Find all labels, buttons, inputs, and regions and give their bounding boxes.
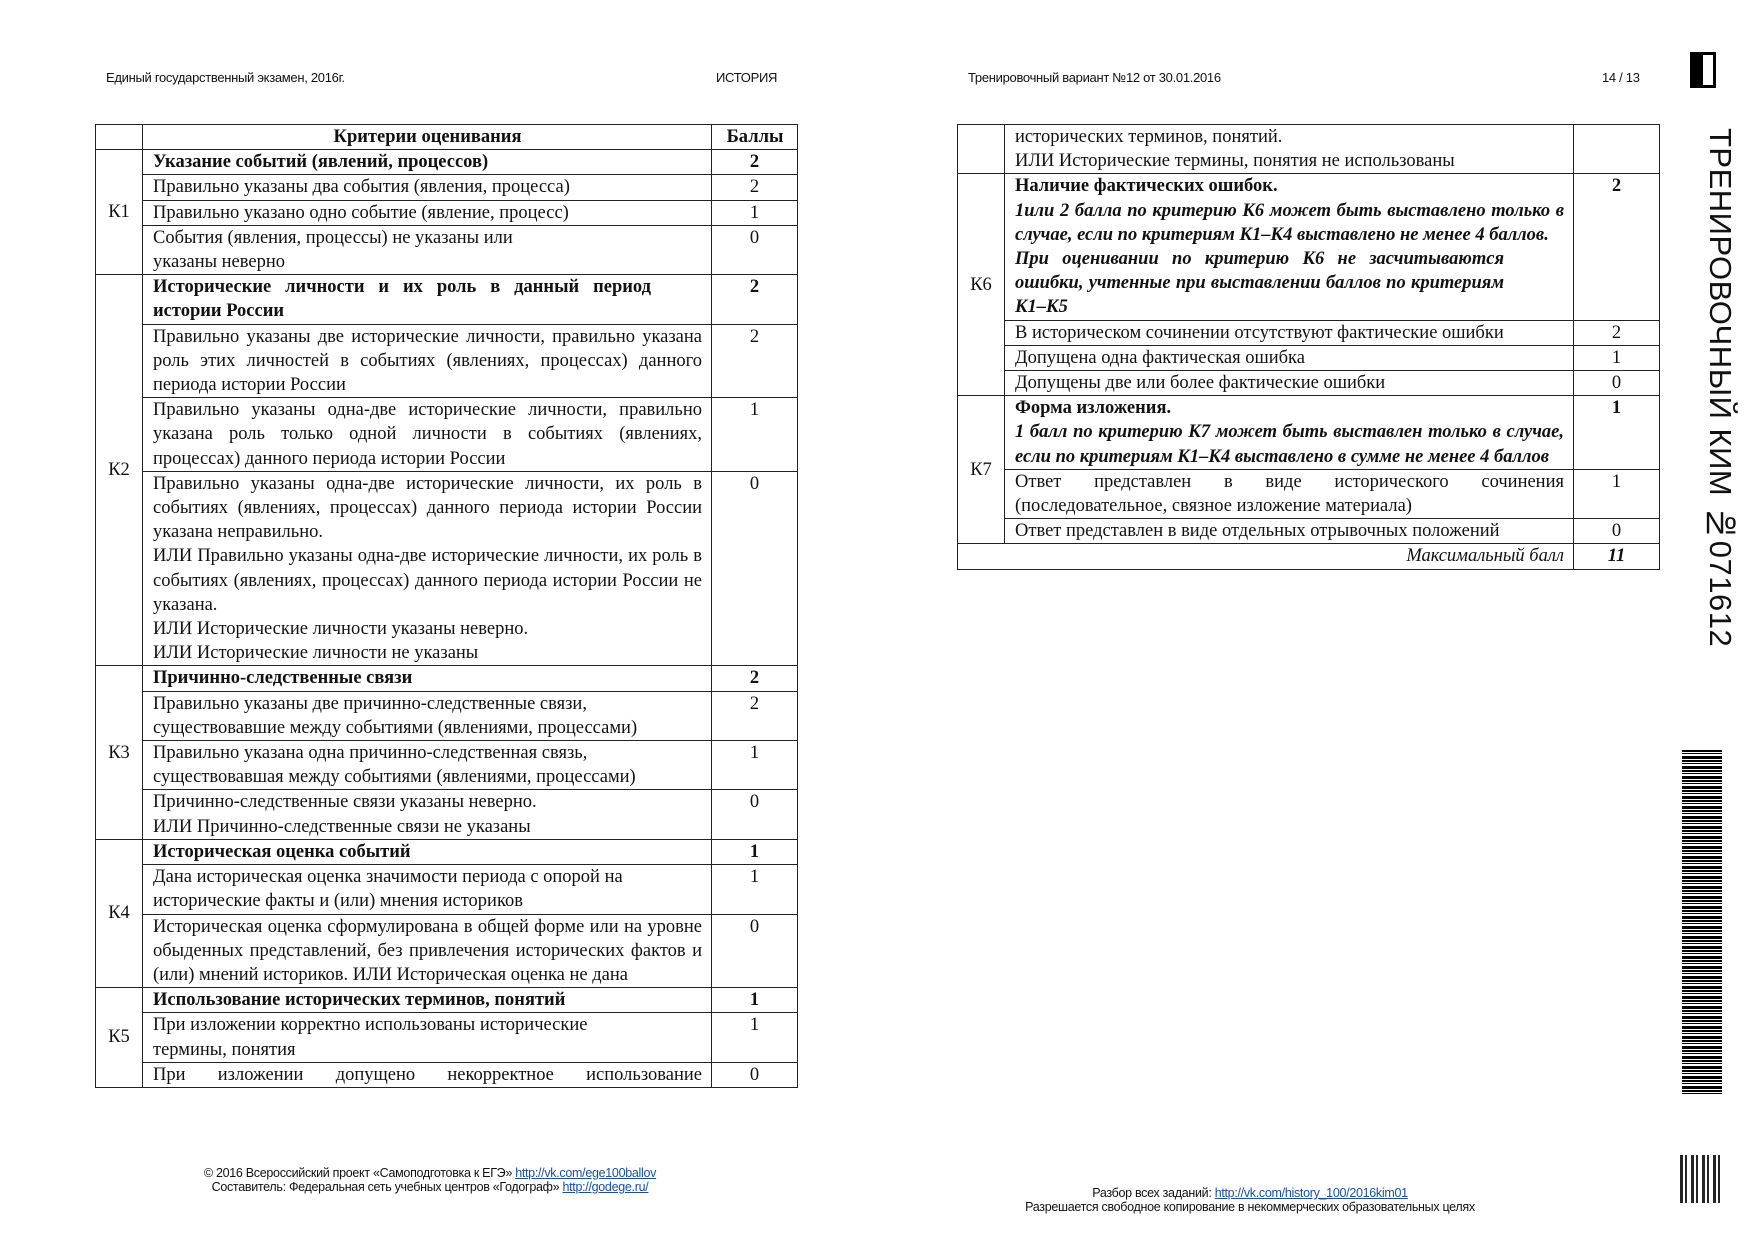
criteria-table-right: [957, 124, 1660, 570]
criterion-title: Форма изложения.: [1015, 398, 1172, 419]
points: 1: [712, 1013, 798, 1062]
points: 1: [712, 865, 798, 914]
footer-author: Составитель: Федеральная сеть учебных центров «Годограф»: [211, 1180, 560, 1194]
criterion-text: Дана историческая оценка значимости периода с опорой на исторические факты и (или) мнения историков: [143, 865, 712, 914]
criterion-note: 1 балл по критерию К7 может быть выставлен только в случае, если по критериям К1–К4 выставлено в сумме не менее 4 баллов: [1015, 422, 1564, 467]
footer-link-godege[interactable]: http://godege.ru/: [562, 1180, 649, 1194]
criterion-text: Историческая оценка сформулирована в общей форме или на уровне обыденных представлений, без привлечения исторических фактов и (или) мнений историков. ИЛИ Историческая оценка не дана: [143, 914, 712, 988]
points: 1: [712, 741, 798, 790]
criterion-text: Ответ представлен в виде отдельных отрывочных положений: [1005, 519, 1574, 544]
footer-analysis-label: Разбор всех заданий:: [1092, 1186, 1212, 1200]
max-score-row: [958, 544, 1660, 569]
criterion-text: Правильно указаны две причинно-следственные связи, существовавшие между событиями (явлениями, процессами): [143, 691, 712, 740]
max-score-label: Максимальный балл: [958, 544, 1574, 569]
criterion-text-part: ИЛИ Исторические личности не указаны: [153, 643, 479, 664]
table-row: [958, 519, 1660, 544]
table-row: [96, 150, 798, 175]
criterion-text: Допущена одна фактическая ошибка: [1005, 345, 1574, 370]
footer-link-vk[interactable]: http://vk.com/ege100ballov: [515, 1166, 657, 1180]
criterion-title-cell: [1005, 174, 1574, 320]
table-row: [96, 691, 798, 740]
table-row: [958, 371, 1660, 396]
criterion-max: 2: [1574, 174, 1660, 320]
points: 1: [1574, 469, 1660, 518]
criterion-code: К7: [958, 396, 1005, 544]
table-row: [96, 666, 798, 691]
column-header-points: Баллы: [712, 125, 798, 150]
points: 0: [712, 914, 798, 988]
table-header-row: [96, 125, 798, 150]
table-row: [958, 125, 1660, 174]
criterion-text: Ответ представлен в виде исторического сочинения (последовательное, связное изложение материала): [1005, 469, 1574, 518]
criterion-max: 1: [712, 839, 798, 864]
table-row: [96, 839, 798, 864]
table-row: [96, 988, 798, 1013]
criterion-text: Правильно указаны одна-две исторические личности, правильно указана роль только одной личности в событиях (явлениях, процессах) данного периода истории России: [143, 398, 712, 472]
criterion-max: 1: [1574, 396, 1660, 470]
criterion-note: При оценивании по критерию К6 не засчитываются ошибки, учтенные при выставлении баллов по критериям К1–К5: [1015, 249, 1504, 318]
table-row: [96, 200, 798, 225]
points: 2: [712, 175, 798, 200]
header-exam-title: Единый государственный экзамен, 2016г.: [106, 70, 345, 85]
header-subject: ИСТОРИЯ: [716, 70, 778, 85]
table-row: [96, 225, 798, 274]
table-row: [96, 914, 798, 988]
table-row: [96, 175, 798, 200]
table-row: [958, 320, 1660, 345]
footer-link-analysis[interactable]: http://vk.com/history_100/2016kim01: [1214, 1186, 1408, 1200]
side-title: ТРЕНИРОВОЧНЫЙ КИМ №071612: [1703, 128, 1738, 648]
table-row: [958, 174, 1660, 320]
criterion-text-part: ИЛИ Исторические термины, понятия не использованы: [1015, 151, 1455, 172]
points: 0: [712, 790, 798, 839]
criterion-text-part: исторических терминов, понятий.: [1015, 127, 1283, 147]
criterion-code: К3: [96, 666, 143, 839]
points: 0: [1574, 519, 1660, 544]
criterion-text: Правильно указаны две исторические личности, правильно указана роль этих личностей в событиях (явлениях, процессах) данного периода истории России: [143, 324, 712, 398]
criterion-title: Причинно-следственные связи: [143, 666, 712, 691]
table-row: [96, 471, 798, 666]
table-row: [96, 1062, 798, 1087]
barcode-icon: [1682, 750, 1722, 1095]
table-row: [96, 741, 798, 790]
criteria-table-left: [95, 124, 798, 1088]
criterion-title: Указание событий (явлений, процессов): [143, 150, 712, 175]
criterion-text: [143, 471, 712, 666]
points: 2: [1574, 320, 1660, 345]
footer-right: [940, 1186, 1560, 1214]
points: 1: [712, 200, 798, 225]
criterion-text: Правильно указаны два события (явления, процесса): [143, 175, 712, 200]
footer-copyright: © 2016 Всероссийский проект «Самоподготовка к ЕГЭ»: [203, 1166, 512, 1180]
points: 1: [712, 398, 798, 472]
table-row: [958, 396, 1660, 470]
footer-left: [150, 1166, 710, 1194]
table-row: [96, 275, 798, 324]
table-row: [96, 865, 798, 914]
criterion-max: 2: [712, 666, 798, 691]
table-row: [958, 469, 1660, 518]
criterion-text: [1005, 125, 1574, 174]
criterion-title: Историческая оценка событий: [143, 839, 712, 864]
criterion-text-part: ИЛИ Правильно указаны одна-две исторические личности, их роль в событиях (явлениях, процессах) данного периода истории России не указана.: [153, 546, 702, 615]
points: 0: [712, 225, 798, 274]
criterion-max: 2: [712, 275, 798, 324]
table-row: [96, 398, 798, 472]
header-page-number: 14 / 13: [1602, 70, 1640, 85]
criterion-text: При изложении корректно использованы исторические термины, понятия: [143, 1013, 712, 1062]
table-row: [958, 345, 1660, 370]
criterion-text-part: Правильно указаны одна-две исторические личности, их роль в событиях (явлениях, процессах) данного периода истории России указана неправильно.: [153, 473, 702, 543]
table-row: [96, 324, 798, 398]
points: 0: [712, 1062, 798, 1087]
criterion-text: Правильно указана одна причинно-следственная связь, существовавшая между событиями (явлениями, процессами): [143, 741, 712, 790]
criterion-code: К5: [96, 988, 143, 1088]
criterion-text-part: ИЛИ Причинно-следственные связи не указаны: [153, 816, 531, 837]
header-variant: Тренировочный вариант №12 от 30.01.2016: [968, 70, 1221, 85]
criterion-note: 1или 2 балла по критерию К6 может быть выставлено только в случае, если по критериям К1–К4 выставлено не менее 4 баллов.: [1015, 200, 1564, 245]
criterion-code: К2: [96, 275, 143, 666]
criterion-title: Наличие фактических ошибок.: [1015, 176, 1278, 197]
criterion-max: 1: [712, 988, 798, 1013]
table-row: [96, 790, 798, 839]
criterion-code: К1: [96, 150, 143, 275]
column-header-criteria: Критерии оценивания: [143, 125, 712, 150]
criterion-text: События (явления, процессы) не указаны или указаны неверно: [143, 225, 712, 274]
criterion-title: Использование исторических терминов, понятий: [143, 988, 712, 1013]
points: 0: [712, 471, 798, 666]
qr-code-icon: [1680, 1155, 1724, 1203]
criterion-text: Допущены две или более фактические ошибки: [1005, 371, 1574, 396]
criterion-title: Исторические личности и их роль в данный период истории России: [143, 275, 712, 324]
criterion-text: В историческом сочинении отсутствуют фактические ошибки: [1005, 320, 1574, 345]
criterion-text: При изложении допущено некорректное использование: [143, 1062, 712, 1087]
points: 2: [712, 691, 798, 740]
points: 0: [1574, 371, 1660, 396]
points: 1: [1574, 345, 1660, 370]
table-row: [96, 1013, 798, 1062]
criterion-max: 2: [712, 150, 798, 175]
footer-copy-notice: Разрешается свободное копирование в некоммерческих образовательных целях: [1025, 1200, 1475, 1214]
points: 2: [712, 324, 798, 398]
criterion-title-cell: [1005, 396, 1574, 470]
criterion-text-part: ИЛИ Исторические личности указаны неверно.: [153, 619, 529, 640]
corner-marker-icon: [1690, 52, 1716, 88]
criterion-text: [143, 790, 712, 839]
criterion-text: Правильно указано одно событие (явление, процесс): [143, 200, 712, 225]
criterion-code: К4: [96, 839, 143, 987]
max-score-value: 11: [1574, 544, 1660, 569]
criterion-text-part: Причинно-следственные связи указаны неверно.: [153, 792, 537, 813]
criterion-code: К6: [958, 174, 1005, 396]
